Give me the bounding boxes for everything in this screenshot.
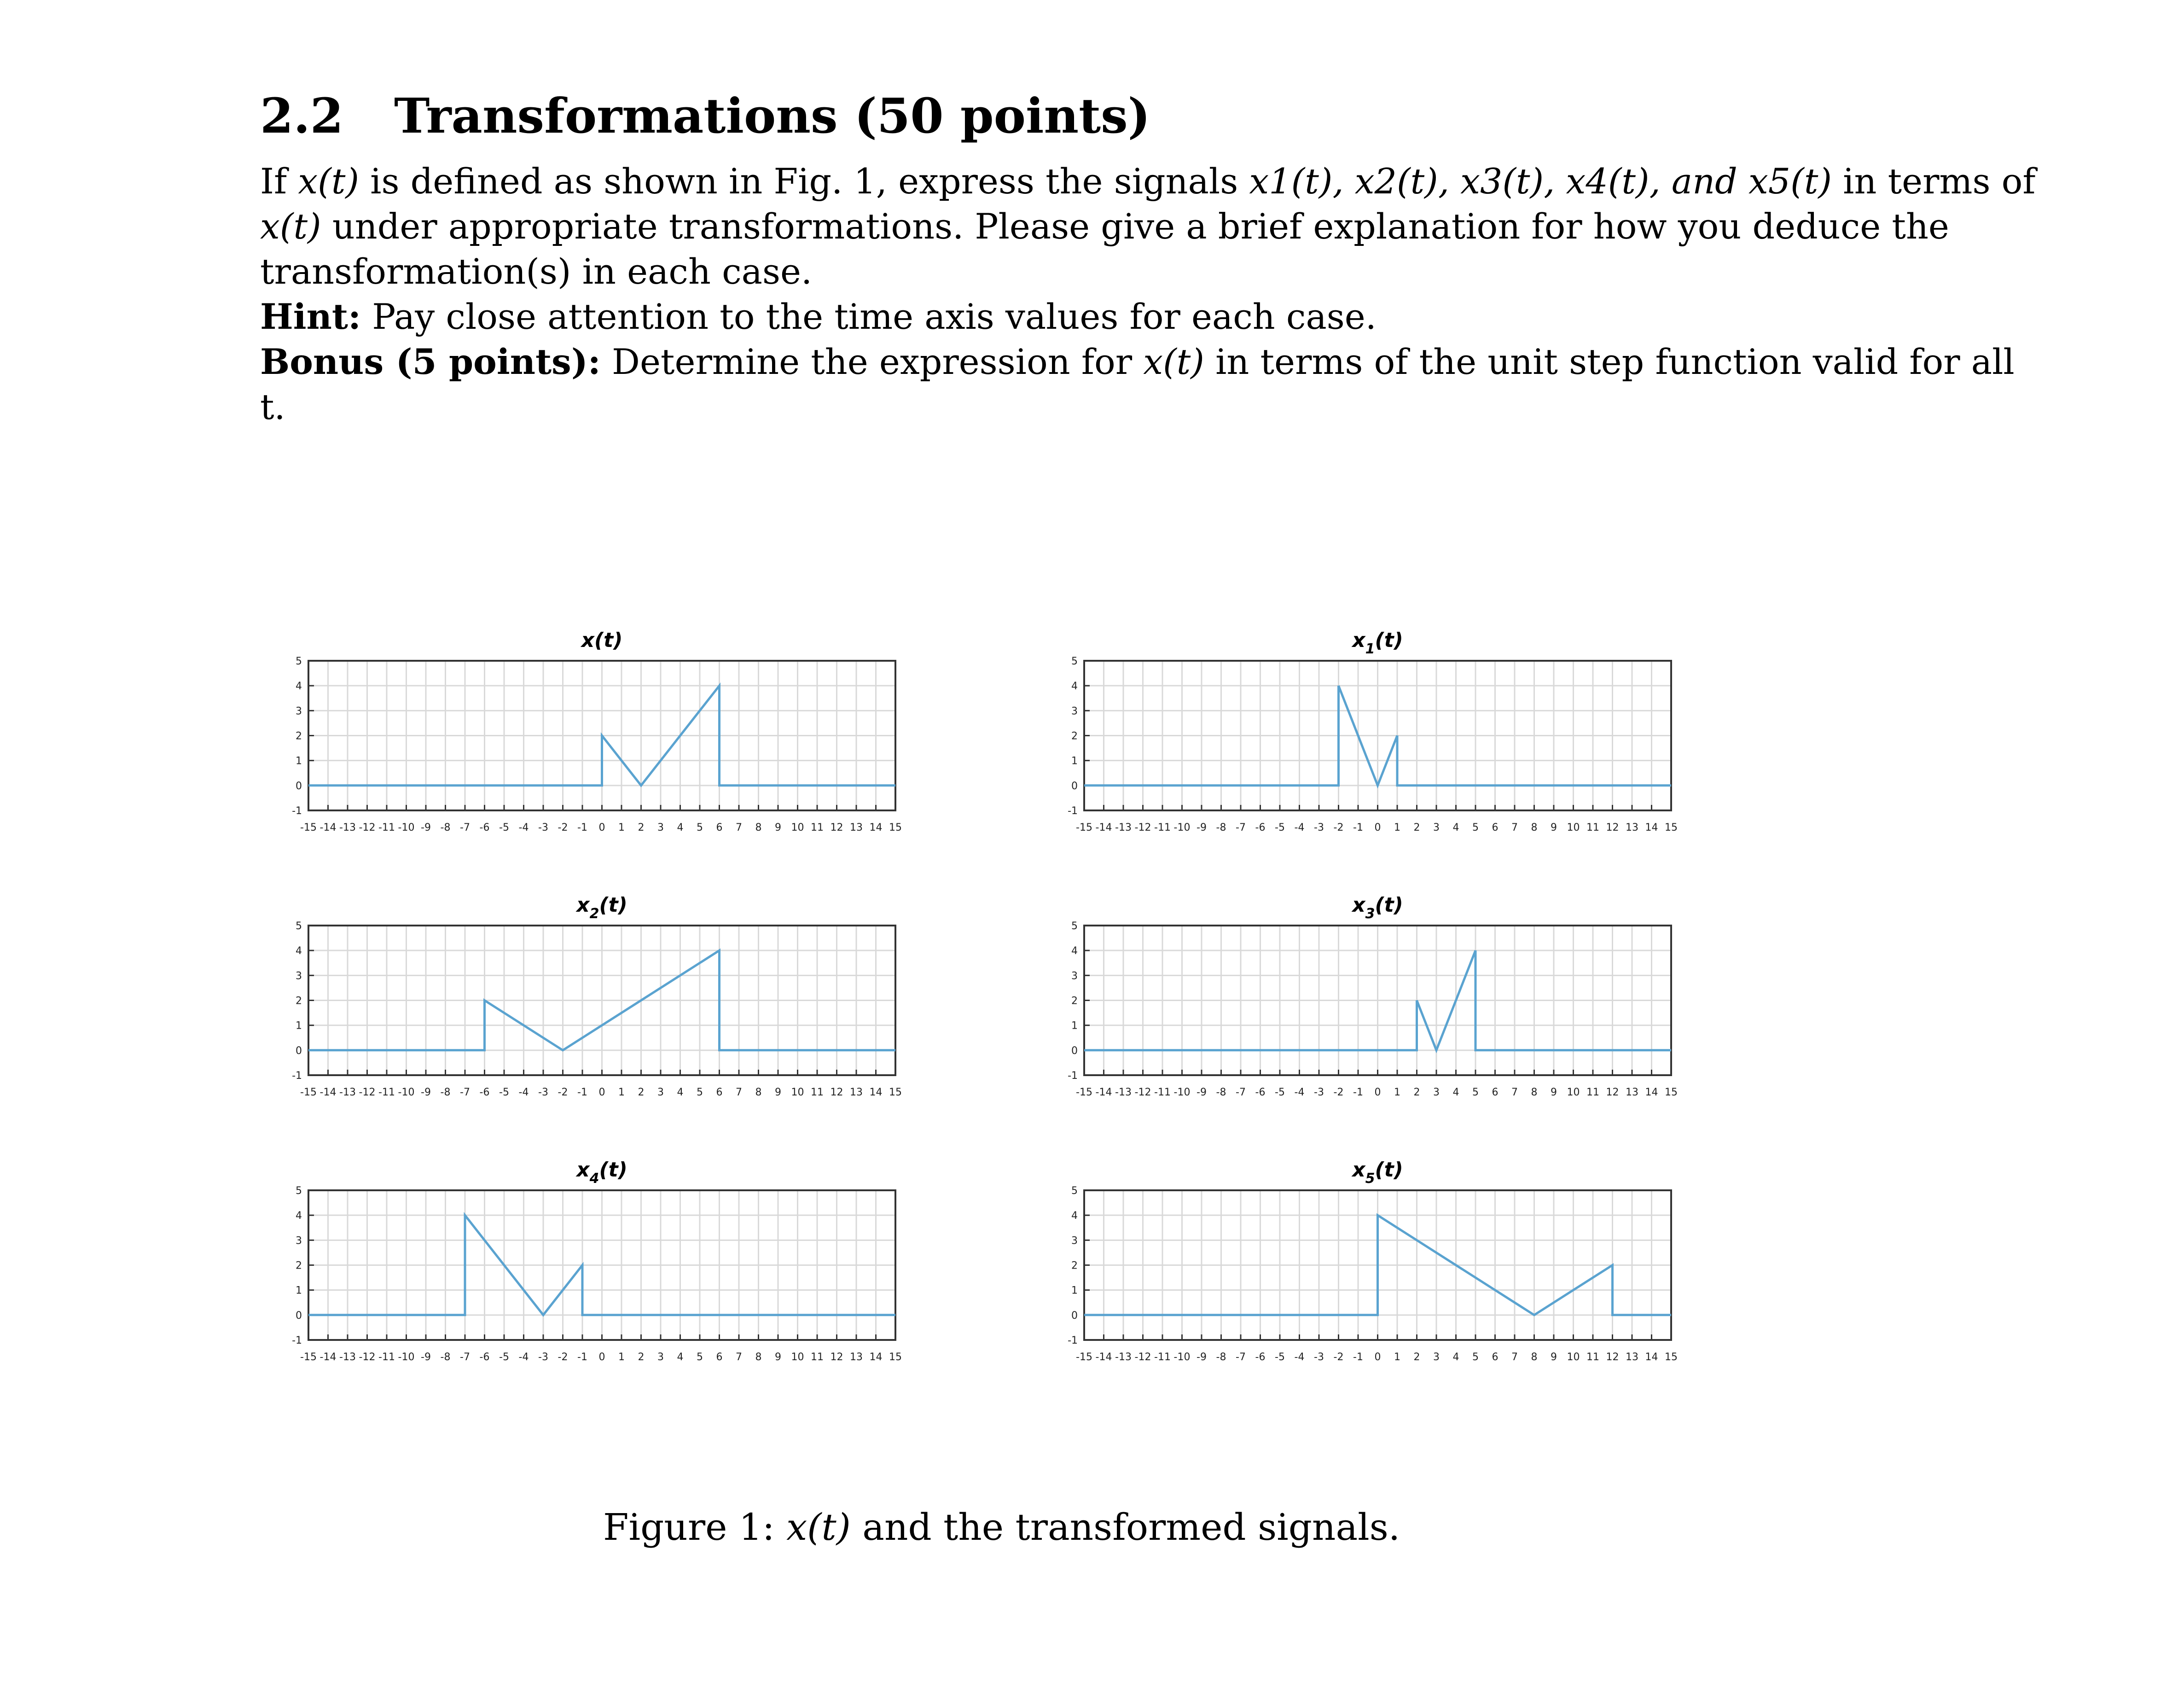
x-tick-label: 15	[1665, 822, 1678, 833]
x-tick-label: 1	[618, 1351, 625, 1363]
x-tick-label: 14	[869, 822, 883, 833]
x-tick-label: 10	[791, 1087, 804, 1098]
y-tick-label: 4	[296, 1210, 302, 1222]
x-tick-label: 12	[1606, 1351, 1619, 1363]
x-tick-label: -11	[1154, 1087, 1171, 1098]
x-tick-label: 8	[755, 1087, 762, 1098]
y-tick-label: 5	[296, 920, 302, 932]
x-tick-label: 13	[1626, 1087, 1638, 1098]
math-x-of-t: x(t)	[260, 206, 321, 247]
x-tick-label: -11	[378, 1087, 395, 1098]
x-tick-label: -3	[1314, 1351, 1324, 1363]
x-tick-label: 14	[869, 1087, 883, 1098]
x-tick-label: 10	[1567, 822, 1580, 833]
x-tick-label: 2	[1413, 1087, 1420, 1098]
plot-title: $x_4(t)$	[576, 1158, 627, 1187]
x-tick-label: -5	[499, 1087, 509, 1098]
x-tick-label: -9	[1197, 1087, 1207, 1098]
y-tick-label: 3	[1071, 970, 1078, 982]
x-tick-label: 6	[1492, 1087, 1499, 1098]
x-tick-label: 9	[775, 1087, 781, 1098]
x-tick-label: 8	[1531, 1351, 1538, 1363]
x-tick-label: -14	[1095, 822, 1112, 833]
x-tick-label: 6	[1492, 1351, 1499, 1363]
x-tick-label: -9	[421, 822, 431, 833]
y-tick-label: 5	[296, 1185, 302, 1197]
x-tick-label: 0	[598, 1087, 605, 1098]
x-tick-label: -4	[518, 822, 529, 833]
x-tick-label: -12	[1134, 1087, 1151, 1098]
x-tick-label: -9	[421, 1351, 431, 1363]
x-tick-label: 14	[1645, 1087, 1658, 1098]
x-tick-label: 2	[638, 1087, 645, 1098]
y-tick-label: -1	[1068, 1070, 1078, 1082]
x-tick-label: -15	[1076, 822, 1092, 833]
caption-label: Figure 1:	[603, 1506, 787, 1549]
x-tick-label: -10	[398, 822, 415, 833]
y-tick-label: 0	[1071, 780, 1078, 792]
x-tick-label: 15	[889, 822, 902, 833]
x-tick-label: 2	[1413, 822, 1420, 833]
x-tick-label: 4	[1452, 1087, 1459, 1098]
x-tick-label: 5	[697, 1087, 703, 1098]
x-tick-label: 11	[1586, 1087, 1599, 1098]
hint-text: Pay close attention to the time axis values for each case.	[361, 296, 1377, 337]
plot-title: $x_5(t)$	[1352, 1158, 1403, 1187]
y-tick-label: 5	[296, 656, 302, 667]
signal-plot-4	[292, 1158, 902, 1363]
x-tick-label: 1	[1394, 822, 1400, 833]
x-tick-label: -3	[1314, 1087, 1324, 1098]
x-tick-label: -15	[300, 1087, 317, 1098]
x-tick-label: 12	[830, 822, 843, 833]
caption-text: and the transformed signals.	[850, 1506, 1400, 1549]
x-tick-label: -14	[319, 1351, 337, 1363]
math-signal-list: x1(t), x2(t), x3(t), x4(t), and x5(t)	[1249, 161, 1832, 202]
y-tick-label: 0	[296, 780, 302, 792]
x-tick-label: 4	[1452, 1351, 1459, 1363]
x-tick-label: 13	[850, 822, 863, 833]
x-tick-label: 4	[677, 1351, 684, 1363]
x-tick-label: -4	[1294, 1087, 1305, 1098]
x-tick-label: 4	[677, 1087, 684, 1098]
x-tick-label: -10	[1173, 822, 1191, 833]
y-tick-label: 2	[1071, 995, 1078, 1007]
x-tick-label: -11	[378, 822, 395, 833]
x-tick-label: 11	[811, 1351, 824, 1363]
x-tick-label: 11	[811, 822, 824, 833]
x-tick-label: -5	[499, 822, 509, 833]
x-tick-label: 10	[1567, 1087, 1580, 1098]
x-tick-label: 3	[1433, 822, 1440, 833]
x-tick-label: 15	[1665, 1351, 1678, 1363]
x-tick-label: 9	[1551, 822, 1557, 833]
x-tick-label: -11	[378, 1351, 395, 1363]
text-run: in terms of	[1832, 161, 2036, 202]
math-x-of-t: x(t)	[298, 161, 360, 202]
x-tick-label: -6	[479, 1087, 490, 1098]
x-tick-label: 14	[1645, 822, 1658, 833]
x-tick-label: -13	[1115, 822, 1132, 833]
section-title: Transformations (50 points)	[394, 87, 1150, 144]
x-tick-label: -1	[1353, 1351, 1363, 1363]
x-tick-label: 0	[1374, 822, 1381, 833]
x-tick-label: -7	[460, 1087, 470, 1098]
x-tick-label: 12	[830, 1087, 843, 1098]
x-tick-label: 5	[1472, 822, 1479, 833]
x-tick-label: -10	[1173, 1087, 1191, 1098]
x-tick-label: 15	[889, 1351, 902, 1363]
y-tick-label: 0	[1071, 1045, 1078, 1057]
x-tick-label: -7	[460, 1351, 470, 1363]
signal-plot-1	[1068, 629, 1678, 833]
x-tick-label: 5	[1472, 1351, 1479, 1363]
x-tick-label: 10	[1567, 1351, 1580, 1363]
x-tick-label: -3	[538, 1087, 548, 1098]
x-tick-label: -12	[1134, 822, 1151, 833]
signal-plot-3	[1068, 893, 1678, 1098]
y-tick-label: 3	[1071, 1235, 1078, 1247]
y-tick-label: 0	[296, 1045, 302, 1057]
signal-plot-0	[292, 629, 902, 833]
x-tick-label: -7	[1236, 1087, 1246, 1098]
x-tick-label: -15	[300, 1351, 317, 1363]
signal-plot-5	[1068, 1158, 1678, 1363]
x-tick-label: -6	[1255, 1087, 1266, 1098]
x-tick-label: 11	[811, 1087, 824, 1098]
x-tick-label: -5	[1275, 822, 1285, 833]
y-tick-label: 3	[296, 705, 302, 717]
x-tick-label: 2	[638, 1351, 645, 1363]
x-tick-label: 13	[1626, 822, 1638, 833]
x-tick-label: 7	[736, 1087, 742, 1098]
x-tick-label: -7	[1236, 822, 1246, 833]
x-tick-label: -8	[1216, 1087, 1226, 1098]
x-tick-label: -5	[499, 1351, 509, 1363]
section-number: 2.2	[260, 87, 343, 144]
x-tick-label: -9	[421, 1087, 431, 1098]
x-tick-label: -10	[398, 1351, 415, 1363]
y-tick-label: 3	[1071, 705, 1078, 717]
x-tick-label: -8	[440, 1351, 451, 1363]
text-run: in terms of the unit step function valid for all t.	[260, 341, 2015, 427]
signal-plot-2	[292, 893, 902, 1098]
x-tick-label: 13	[850, 1087, 863, 1098]
x-tick-label: 3	[657, 822, 664, 833]
x-tick-label: -14	[1095, 1087, 1112, 1098]
x-tick-label: -11	[1154, 822, 1171, 833]
y-tick-label: 4	[1071, 1210, 1078, 1222]
x-tick-label: -14	[319, 822, 337, 833]
x-tick-label: -12	[359, 1087, 376, 1098]
x-tick-label: 10	[791, 822, 804, 833]
text-run: Determine the expression for	[600, 341, 1144, 382]
x-tick-label: 3	[1433, 1351, 1440, 1363]
x-tick-label: 6	[1492, 822, 1499, 833]
x-tick-label: 14	[869, 1351, 883, 1363]
x-tick-label: 4	[677, 822, 684, 833]
x-tick-label: 0	[1374, 1351, 1381, 1363]
plot-title: x(t)	[581, 629, 623, 652]
y-tick-label: 4	[296, 681, 302, 693]
x-tick-label: -1	[577, 1087, 587, 1098]
x-tick-label: 6	[716, 1087, 723, 1098]
x-tick-label: -2	[1333, 1087, 1344, 1098]
x-tick-label: 3	[657, 1087, 664, 1098]
x-tick-label: 12	[830, 1351, 843, 1363]
x-tick-label: -5	[1275, 1351, 1285, 1363]
x-tick-label: -10	[1173, 1351, 1191, 1363]
y-tick-label: 3	[296, 1235, 302, 1247]
x-tick-label: -3	[1314, 822, 1324, 833]
y-tick-label: 4	[1071, 681, 1078, 693]
x-tick-label: -4	[518, 1351, 529, 1363]
caption-math: x(t)	[786, 1506, 851, 1549]
y-tick-label: 1	[296, 1285, 302, 1297]
y-tick-label: 4	[1071, 945, 1078, 957]
x-tick-label: -12	[359, 1351, 376, 1363]
x-tick-label: -2	[1333, 1351, 1344, 1363]
y-tick-label: 2	[296, 730, 302, 742]
x-tick-label: -8	[440, 822, 451, 833]
x-tick-label: -8	[1216, 1351, 1226, 1363]
x-tick-label: -7	[460, 822, 470, 833]
y-tick-label: 2	[296, 1260, 302, 1272]
text-run: is defined as shown in Fig. 1, express the signals	[359, 161, 1249, 202]
x-tick-label: 8	[755, 822, 762, 833]
x-tick-label: -7	[1236, 1351, 1246, 1363]
x-tick-label: -13	[339, 822, 356, 833]
x-tick-label: 12	[1606, 822, 1619, 833]
x-tick-label: -8	[440, 1087, 451, 1098]
y-tick-label: -1	[292, 805, 302, 817]
x-tick-label: 7	[1511, 1087, 1518, 1098]
x-tick-label: 11	[1586, 1351, 1599, 1363]
x-tick-label: -9	[1197, 822, 1207, 833]
x-tick-label: 0	[1374, 1087, 1381, 1098]
x-tick-label: -14	[1095, 1351, 1112, 1363]
x-tick-label: 5	[697, 1351, 703, 1363]
x-tick-label: -8	[1216, 822, 1226, 833]
x-tick-label: -6	[1255, 1351, 1266, 1363]
y-tick-label: -1	[292, 1335, 302, 1346]
y-tick-label: 2	[296, 995, 302, 1007]
y-tick-label: 2	[1071, 730, 1078, 742]
y-tick-label: -1	[1068, 1335, 1078, 1346]
x-tick-label: 13	[850, 1351, 863, 1363]
y-tick-label: 1	[1071, 1285, 1078, 1297]
x-tick-label: -1	[577, 822, 587, 833]
x-tick-label: 14	[1645, 1351, 1658, 1363]
x-tick-label: 10	[791, 1351, 804, 1363]
x-tick-label: 15	[1665, 1087, 1678, 1098]
x-tick-label: -13	[1115, 1087, 1132, 1098]
x-tick-label: -1	[1353, 822, 1363, 833]
math-x-of-t: x(t)	[1143, 341, 1204, 382]
x-tick-label: -13	[339, 1087, 356, 1098]
text-run: under appropriate transformations. Please give a brief explanation for how you deduce the transformation(s) in each case.	[260, 206, 1949, 292]
x-tick-label: 1	[1394, 1351, 1400, 1363]
x-tick-label: 8	[755, 1351, 762, 1363]
y-tick-label: 1	[296, 1020, 302, 1032]
y-tick-label: 0	[1071, 1310, 1078, 1322]
x-tick-label: 7	[1511, 1351, 1518, 1363]
x-tick-label: 0	[598, 822, 605, 833]
y-tick-label: 1	[1071, 1020, 1078, 1032]
x-tick-label: 0	[598, 1351, 605, 1363]
x-tick-label: 9	[1551, 1351, 1557, 1363]
x-tick-label: 3	[657, 1351, 664, 1363]
y-tick-label: 5	[1071, 656, 1078, 667]
plot-title: $x_1(t)$	[1352, 629, 1403, 657]
x-tick-label: -14	[319, 1087, 337, 1098]
x-tick-label: 15	[889, 1087, 902, 1098]
x-tick-label: 7	[736, 1351, 742, 1363]
x-tick-label: 11	[1586, 822, 1599, 833]
x-tick-label: -10	[398, 1087, 415, 1098]
x-tick-label: -3	[538, 822, 548, 833]
x-tick-label: -11	[1154, 1351, 1171, 1363]
x-tick-label: 1	[618, 1087, 625, 1098]
text-run: If	[260, 161, 298, 202]
x-tick-label: -12	[359, 822, 376, 833]
y-tick-label: 4	[296, 945, 302, 957]
x-tick-label: -3	[538, 1351, 548, 1363]
x-tick-label: -1	[1353, 1087, 1363, 1098]
x-tick-label: -6	[479, 822, 490, 833]
y-tick-label: -1	[1068, 805, 1078, 817]
x-tick-label: -9	[1197, 1351, 1207, 1363]
bonus-label: Bonus (5 points):	[260, 341, 601, 382]
x-tick-label: -15	[300, 822, 317, 833]
x-tick-label: 9	[775, 1351, 781, 1363]
plot-title: $x_2(t)$	[576, 893, 627, 922]
x-tick-label: 4	[1452, 822, 1459, 833]
x-tick-label: -15	[1076, 1087, 1092, 1098]
y-tick-label: -1	[292, 1070, 302, 1082]
x-tick-label: -13	[1115, 1351, 1132, 1363]
y-tick-label: 3	[296, 970, 302, 982]
y-tick-label: 1	[296, 755, 302, 767]
x-tick-label: 13	[1626, 1351, 1638, 1363]
x-tick-label: 9	[1551, 1087, 1557, 1098]
y-tick-label: 2	[1071, 1260, 1078, 1272]
y-tick-label: 5	[1071, 920, 1078, 932]
x-tick-label: -12	[1134, 1351, 1151, 1363]
x-tick-label: -2	[558, 1087, 568, 1098]
x-tick-label: -2	[558, 1351, 568, 1363]
y-tick-label: 5	[1071, 1185, 1078, 1197]
x-tick-label: -13	[339, 1351, 356, 1363]
x-tick-label: 8	[1531, 822, 1538, 833]
x-tick-label: 7	[736, 822, 742, 833]
x-tick-label: 1	[618, 822, 625, 833]
x-tick-label: 6	[716, 1351, 723, 1363]
x-tick-label: 2	[1413, 1351, 1420, 1363]
x-tick-label: 2	[638, 822, 645, 833]
x-tick-label: 5	[697, 822, 703, 833]
x-tick-label: -1	[577, 1351, 587, 1363]
x-tick-label: -2	[1333, 822, 1344, 833]
x-tick-label: -6	[479, 1351, 490, 1363]
x-tick-label: -4	[1294, 1351, 1305, 1363]
x-tick-label: -5	[1275, 1087, 1285, 1098]
x-tick-label: -15	[1076, 1351, 1092, 1363]
plot-title: $x_3(t)$	[1352, 893, 1403, 922]
x-tick-label: 6	[716, 822, 723, 833]
y-tick-label: 1	[1071, 755, 1078, 767]
x-tick-label: 7	[1511, 822, 1518, 833]
x-tick-label: 9	[775, 822, 781, 833]
figure-caption	[603, 1506, 1400, 1549]
x-tick-label: -4	[518, 1087, 529, 1098]
x-tick-label: -2	[558, 822, 568, 833]
x-tick-label: 1	[1394, 1087, 1400, 1098]
y-tick-label: 0	[296, 1310, 302, 1322]
x-tick-label: 5	[1472, 1087, 1479, 1098]
x-tick-label: -4	[1294, 822, 1305, 833]
x-tick-label: 8	[1531, 1087, 1538, 1098]
x-tick-label: 12	[1606, 1087, 1619, 1098]
hint-label: Hint:	[260, 296, 361, 337]
x-tick-label: 3	[1433, 1087, 1440, 1098]
x-tick-label: -6	[1255, 822, 1266, 833]
